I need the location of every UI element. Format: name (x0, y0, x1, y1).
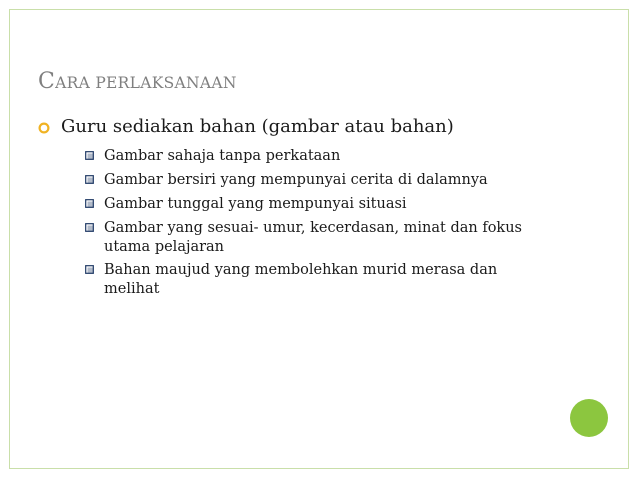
slide-title (38, 69, 237, 94)
green-circle-icon (570, 399, 608, 437)
sub-bullet-text: Gambar sahaja tanpa perkataan (104, 148, 341, 164)
square-bullet-icon (85, 151, 94, 160)
square-bullet-icon (85, 265, 94, 274)
sub-bullet-text: Bahan maujud yang membolehkan murid merasa dan melihat (104, 262, 498, 297)
square-bullet-icon (85, 223, 94, 232)
main-bullet-text: Guru sediakan bahan (gambar atau bahan) (61, 116, 454, 137)
slide-title-initial: C (38, 69, 56, 94)
sub-bullet-text: Gambar yang sesuai- umur, kecerdasan, minat dan fokus utama pelajaran (104, 220, 523, 255)
sub-bullet-text: Gambar bersiri yang mempunyai cerita di dalamnya (104, 172, 488, 188)
square-bullet-icon (85, 199, 94, 208)
square-bullet-icon (85, 175, 94, 184)
sub-bullet-text: Gambar tunggal yang mempunyai situasi (104, 196, 407, 212)
ring-bullet-icon (38, 122, 50, 134)
slide-title-rest: ARA PERLAKSANAAN (55, 74, 237, 92)
